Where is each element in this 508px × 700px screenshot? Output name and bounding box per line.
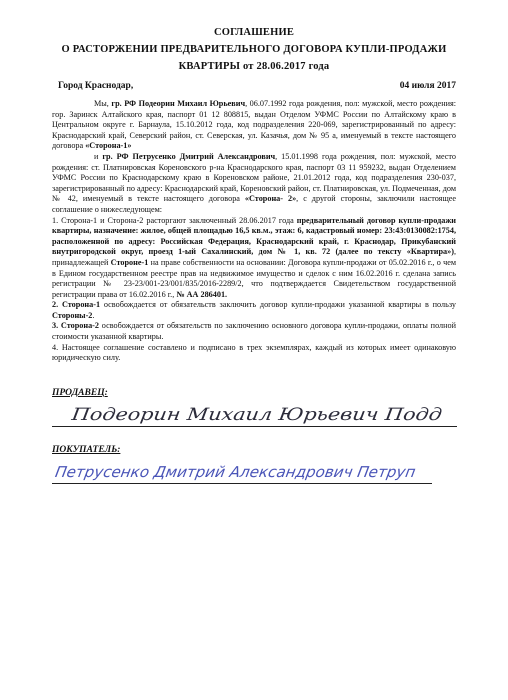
seller-signature-line bbox=[52, 400, 457, 427]
party-1-role: «Сторона-1» bbox=[85, 141, 132, 151]
party-2-details: , 15.01.1998 года рождения, пол: мужской, место рождения: ст. Платнировская Кореновского р-на Краснодарского края, паспорт 03 11 959232, выдан Отделением УФМС России по Краснодарскому краю в Кореновском районе, 21.01.2012 года, код подразделения 230-037, зарегистрированный по адресу: Краснодарский край, Кореновский район, ст. Платнировская, ул. Подмеченная, дом № 42, именуемый в тексте настоящего договора bbox=[52, 151, 456, 204]
city: Город Краснодар, bbox=[58, 81, 134, 91]
clause-1-text-c: , принадлежащей bbox=[52, 247, 456, 267]
clause-1-intro: 1. Сторона-1 и Сторона-2 расторгают заключенный 28.06.2017 года bbox=[52, 215, 297, 225]
clause-1 bbox=[52, 216, 456, 301]
party-2-tail: , с другой стороны, заключили настоящее соглашение о нижеследующем: bbox=[52, 194, 457, 214]
clause-3 bbox=[52, 321, 456, 342]
document-body bbox=[52, 99, 456, 364]
party-2-paragraph bbox=[52, 152, 456, 216]
place-date-line bbox=[52, 81, 456, 91]
clause-2-beneficiary: Стороны-2 bbox=[52, 310, 93, 320]
seller-signature-text: Подеорин Михаил Юрьевич Подд bbox=[70, 404, 377, 425]
clause-2-text: освобождается от обязательств заключить договор купли-продажи указанной квартиры в пользу bbox=[100, 300, 457, 310]
clause-1-text-e: на праве собственности на основании: Договора купли-продажи от 05.02.2016 г., о чем в Едином государственном реестре прав на недвижимое имущество и сделок с ним 16.02.2016 г. сделана запись регистрации № 23-23/001-23/001/835/2016-2289/2, что подтверждается Свидетельством государственной регистрации права от 16.02.2016 г., bbox=[52, 257, 457, 299]
party-1-lead: Мы, bbox=[94, 99, 112, 108]
seller-label: ПРОДАВЕЦ: bbox=[52, 387, 108, 398]
clause-3-text: освобождается от обязательств по заключению основного договора купли-продажи, оплаты полной стоимости указанной квартиры. bbox=[52, 321, 456, 342]
title-line-2: О РАСТОРЖЕНИИ ПРЕДВАРИТЕЛЬНОГО ДОГОВОРА КУПЛИ-ПРОДАЖИ bbox=[61, 44, 447, 55]
clause-2 bbox=[52, 300, 456, 321]
party-1-details: , 06.07.1992 года рождения, пол: мужской, место рождения: гор. Заринск Алтайского края, паспорт 01 12 808815, выдан Отделом УФМС России по Алтайскому краю в Центральном округе г. Барнаула, 15.10.2012 года, код подразделения 220-069, зарегистрированный по адресу: Краснодарский край, Северский район, ст. Северская, ул. Казачья, дом № 95 а, именуемый в тексте настоящего договора bbox=[52, 99, 456, 151]
buyer-signature-line bbox=[52, 457, 432, 484]
party-1-paragraph bbox=[52, 99, 456, 152]
buyer-label: ПОКУПАТЕЛЬ: bbox=[52, 444, 121, 455]
party-2-lead: и bbox=[94, 151, 103, 161]
clause-2-end: . bbox=[92, 310, 95, 320]
document-date: 04 июля 2017 bbox=[399, 81, 456, 91]
clause-1-certificate: № АА 286401. bbox=[176, 289, 228, 299]
party-1-name: гр. РФ Подеорин Михаил Юрьевич bbox=[111, 99, 246, 108]
party-2-role: «Сторона- 2» bbox=[244, 194, 297, 204]
title-line-1: СОГЛАШЕНИЕ bbox=[213, 27, 295, 38]
seller-handwritten-signature bbox=[52, 400, 457, 430]
title-line-3: КВАРТИРЫ от 28.06.2017 года bbox=[178, 61, 330, 72]
clause-1-subject: предварительный договор купли-продажи квартиры, назначение: жилое, общей площадью 16,5 кв.м., этаж: 6, кадастровый номер: 23:43:0130082:1754, расположенной по адресу: Российская Федерация, Краснодарский край, г. Краснодар, Прикубанский внутригородской округ, проезд 1-ый Сахалинский, дом № 1, кв. 72 (далее по тексту «Квартира») bbox=[52, 215, 456, 257]
clause-1-party: Стороне-1 bbox=[110, 257, 149, 267]
document-title bbox=[52, 24, 456, 75]
party-2-name: гр. РФ Петрусенко Дмитрий Александрович bbox=[102, 151, 276, 161]
buyer-handwritten-signature bbox=[52, 457, 432, 487]
buyer-signature-text: Петрусенко Дмитрий Александрович Петруп bbox=[53, 462, 415, 481]
clause-3-party: 3. Сторона-2 bbox=[52, 321, 99, 331]
clause-4: 4. Настоящее соглашение составлено и подписано в трех экземплярах, каждый из которых имеет одинаковую юридическую силу. bbox=[52, 342, 456, 363]
clause-2-party: 2. Сторона-1 bbox=[52, 300, 101, 310]
